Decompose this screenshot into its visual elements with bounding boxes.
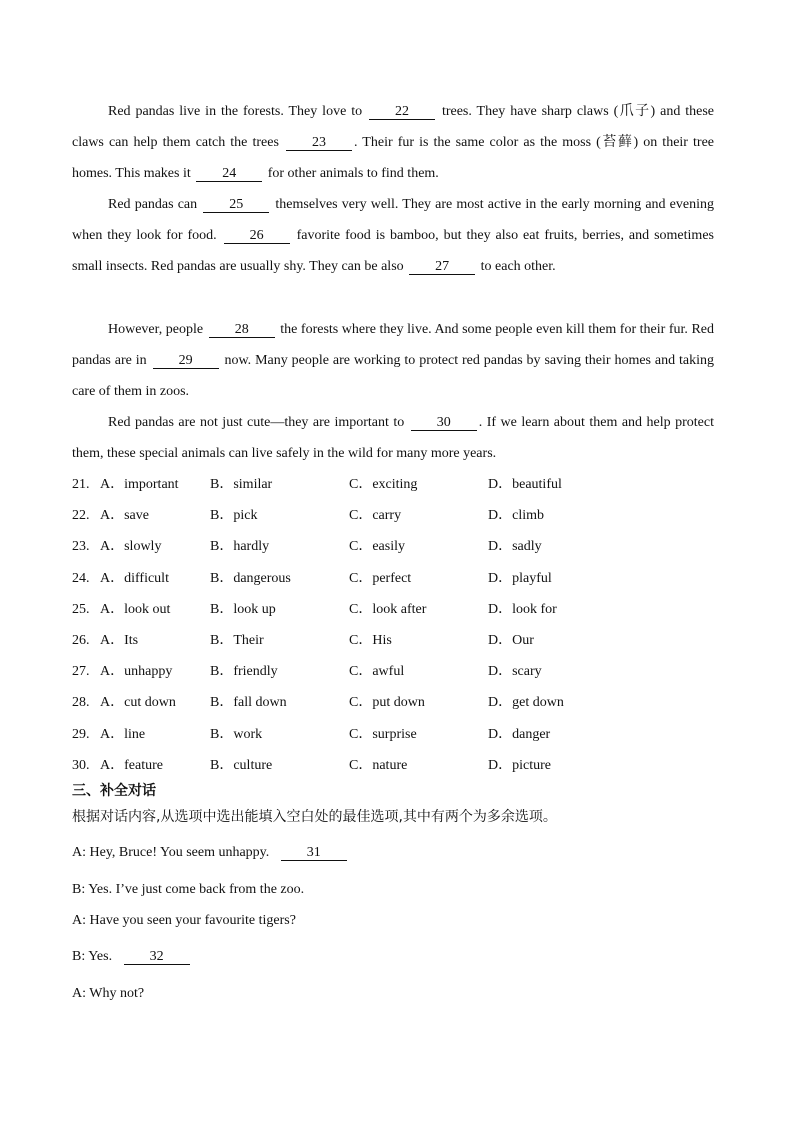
option-c: C．put down — [349, 695, 425, 711]
question-number: 24. — [72, 570, 90, 586]
question-number: 30. — [72, 757, 90, 773]
passage-paragraph-3 — [72, 314, 714, 408]
option-b: B．dangerous — [210, 570, 291, 586]
blank-26: 26 — [224, 228, 290, 244]
option-b: B．fall down — [210, 695, 287, 711]
option-c: C．carry — [349, 508, 402, 524]
dialogue-text: A: Why not? — [72, 986, 145, 1001]
option-b: B．pick — [210, 508, 258, 524]
option-a: A．Its — [100, 632, 139, 648]
question-number: 26. — [72, 632, 90, 648]
question-number: 22. — [72, 508, 90, 524]
question-number: 28. — [72, 695, 90, 711]
option-row-27 — [72, 661, 722, 692]
option-c: C．easily — [349, 539, 405, 555]
option-d: D．climb — [488, 508, 544, 524]
blank-24: 24 — [196, 166, 262, 182]
blank-25: 25 — [203, 197, 269, 213]
option-b: B．Their — [210, 632, 264, 648]
option-b: B．look up — [210, 601, 276, 617]
blank-31: 31 — [281, 845, 347, 861]
passage-text: now. Many people are working to protect red pandas by saving their homes and taking care of them in zoos. — [72, 353, 715, 400]
passage-text: to each other. — [480, 259, 556, 275]
option-row-26 — [72, 630, 722, 661]
passage-text: trees. They have sharp claws (爪子) and these claws can help them catch the trees — [72, 104, 715, 151]
blank-27: 27 — [409, 259, 475, 275]
blank-32: 32 — [124, 949, 190, 965]
passage-text: the forests where they live. And some people even kill them for their fur. Red pandas are in — [72, 322, 715, 369]
option-a: A．cut down — [100, 695, 176, 711]
passage-paragraph-4 — [72, 407, 714, 469]
option-d: D．Our — [488, 632, 534, 648]
blank-30: 30 — [411, 415, 477, 431]
option-d: D．danger — [488, 726, 551, 742]
option-d: D．beautiful — [488, 477, 562, 492]
option-a: A．slowly — [100, 539, 162, 555]
blank-28: 28 — [209, 322, 275, 338]
option-b: B．work — [210, 726, 263, 742]
dialogue-line-4 — [72, 949, 192, 965]
question-number: 25. — [72, 601, 90, 617]
option-c: C．His — [349, 632, 392, 648]
option-a: A．difficult — [100, 570, 169, 586]
option-c: C．nature — [349, 757, 408, 773]
option-d: D．get down — [488, 695, 564, 711]
passage-text: However, people — [108, 322, 204, 337]
section-instruction: 根据对话内容,从选项中选出能填入空白处的最佳选项,其中有两个为多余选项。 — [72, 809, 557, 825]
blank-23: 23 — [286, 135, 352, 151]
dialogue-text: B: Yes. — [72, 949, 113, 964]
option-d: D．look for — [488, 601, 557, 617]
passage-text: themselves very well. They are most active in the early morning and evening when they look for food. — [72, 197, 714, 244]
option-row-21 — [72, 474, 722, 505]
options-list — [72, 474, 722, 786]
passage-text: Red pandas live in the forests. They love to — [108, 104, 363, 119]
option-b: B．hardly — [210, 539, 270, 555]
question-number: 21. — [72, 477, 90, 492]
passage-text: . If we learn about them and help protect them, these special animals can live safely in the wild for many more years. — [72, 415, 714, 462]
question-number: 23. — [72, 539, 90, 555]
dialogue-text: A: Have you seen your favourite tigers? — [72, 913, 296, 928]
passage-text: for other animals to find them. — [267, 166, 439, 182]
dialogue-text: B: Yes. I’ve just come back from the zoo. — [72, 882, 305, 897]
blank-22: 22 — [369, 104, 435, 120]
option-c: C．surprise — [349, 726, 417, 742]
option-d: D．scary — [488, 664, 542, 680]
option-d: D．playful — [488, 570, 552, 586]
option-c: C．awful — [349, 664, 405, 680]
dialogue-text: A: Hey, Bruce! You seem unhappy. — [72, 845, 270, 860]
option-d: D．sadly — [488, 539, 542, 555]
option-b: B．similar — [210, 477, 273, 492]
question-number: 29. — [72, 726, 90, 742]
option-b: B．culture — [210, 757, 273, 773]
option-a: A．unhappy — [100, 664, 173, 680]
passage-text: . Their fur is the same color as the moss (苔藓) on their tree homes. This makes it — [72, 135, 715, 182]
dialogue-line-1 — [72, 845, 349, 861]
option-b: B．friendly — [210, 664, 278, 680]
dialogue-line-5 — [72, 986, 144, 1002]
blank-29: 29 — [153, 353, 219, 369]
option-a: A．look out — [100, 601, 171, 617]
option-c: C．perfect — [349, 570, 412, 586]
dialogue-line-2 — [72, 882, 304, 898]
option-d: D．picture — [488, 757, 551, 773]
option-row-24 — [72, 568, 722, 599]
option-a: A．feature — [100, 757, 163, 773]
option-c: C．look after — [349, 601, 427, 617]
option-row-22 — [72, 505, 722, 536]
option-a: A．save — [100, 508, 149, 524]
option-a: A．line — [100, 726, 146, 742]
option-c: C．exciting — [349, 477, 418, 492]
option-row-23 — [72, 536, 722, 567]
passage-paragraph-1 — [72, 96, 714, 190]
passage-text: favorite food is bamboo, but they also eat fruits, berries, and sometimes small insects. Red pandas are usually shy. They can be also — [72, 228, 714, 275]
question-number: 27. — [72, 664, 90, 680]
option-row-29 — [72, 724, 722, 755]
passage-paragraph-2 — [72, 189, 714, 283]
option-row-30 — [72, 755, 722, 786]
passage-text: Red pandas are not just cute—they are important to — [108, 415, 405, 430]
dialogue-line-3 — [72, 913, 296, 929]
option-row-25 — [72, 599, 722, 630]
section-title: 三、补全对话 — [72, 783, 156, 799]
passage-text: Red pandas can — [108, 197, 198, 212]
option-row-28 — [72, 692, 722, 723]
option-a: A．important — [100, 477, 179, 492]
